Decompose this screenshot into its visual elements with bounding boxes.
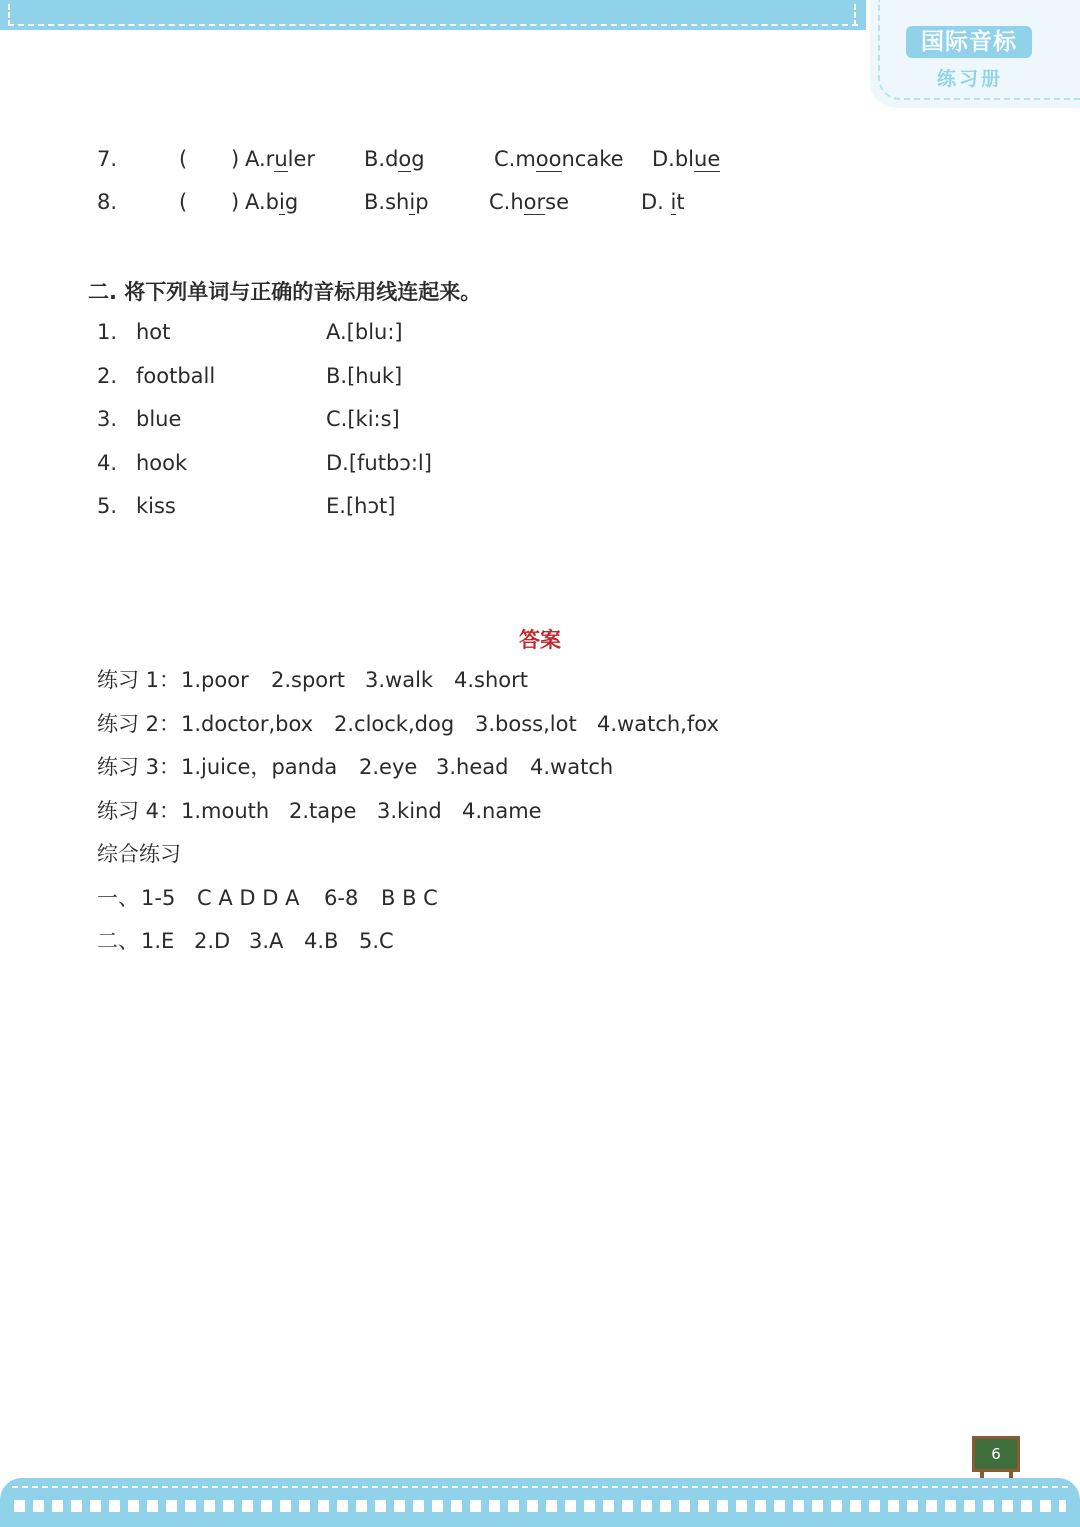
option-suffix: t bbox=[676, 190, 685, 214]
answer-label: 一、 bbox=[97, 886, 139, 910]
logo-title: 国际音标 bbox=[906, 26, 1032, 58]
question-8-option-b bbox=[364, 188, 429, 216]
answer-item: B B C bbox=[381, 886, 438, 910]
top-band bbox=[0, 0, 866, 30]
answer-item: 3.A bbox=[249, 929, 284, 953]
word-number: 4. bbox=[97, 451, 118, 475]
question-7-option-b bbox=[364, 145, 425, 173]
word: football bbox=[136, 364, 216, 388]
answer-item: 1.doctor,box bbox=[181, 712, 314, 736]
option-prefix: A.b bbox=[245, 190, 280, 214]
answer-label: 练习 4： bbox=[97, 799, 181, 823]
question-7-number: 7. bbox=[97, 147, 118, 171]
answer-item: 4.watch bbox=[530, 755, 614, 779]
option-suffix: ncake bbox=[561, 147, 624, 171]
underlined-letters: oo bbox=[535, 147, 562, 171]
question-8-option-a bbox=[245, 188, 298, 216]
answer-line bbox=[97, 753, 614, 781]
question-8-close-paren: ) bbox=[231, 190, 240, 214]
answer-line bbox=[97, 666, 529, 694]
answer-item: 2.eye bbox=[359, 755, 418, 779]
answer-label: 练习 3： bbox=[97, 755, 181, 779]
underlined-letters: ue bbox=[694, 147, 721, 171]
logo-tab bbox=[870, 0, 1080, 108]
question-7-open-paren: ( bbox=[179, 147, 188, 171]
phonetic: A.[blu:] bbox=[326, 320, 403, 344]
option-prefix: C.h bbox=[489, 190, 524, 214]
answer-item: 3.boss,lot bbox=[475, 712, 577, 736]
section-2-title: 二. 将下列单词与正确的音标用线连起来。 bbox=[88, 280, 482, 304]
underlined-letters: i bbox=[409, 190, 416, 214]
option-suffix: se bbox=[545, 190, 570, 214]
top-band-edge-left bbox=[8, 4, 10, 26]
word-number: 3. bbox=[97, 407, 118, 431]
answer-item: 4.short bbox=[454, 668, 529, 692]
underlined-letters: u bbox=[274, 147, 288, 171]
answer-item: C A D D A bbox=[197, 886, 300, 910]
answer-item: 4.B bbox=[304, 929, 339, 953]
underlined-letters: i bbox=[279, 190, 285, 214]
option-suffix: ler bbox=[287, 147, 316, 171]
answer-item: 1.mouth bbox=[181, 799, 270, 823]
word: hook bbox=[136, 451, 188, 475]
answer-item: 2.tape bbox=[289, 799, 357, 823]
answer-label: 二、 bbox=[97, 929, 139, 953]
answer-label: 练习 2： bbox=[97, 712, 181, 736]
answer-item: 4.watch,fox bbox=[597, 712, 719, 736]
word: blue bbox=[136, 407, 182, 431]
bottom-band bbox=[0, 1478, 1080, 1527]
option-suffix: g bbox=[284, 190, 299, 214]
answer-item: 2.clock,dog bbox=[334, 712, 455, 736]
answer-item: 3.head bbox=[436, 755, 509, 779]
phonetic: D.[futbɔ:l] bbox=[326, 451, 432, 475]
top-band-edge-right bbox=[854, 4, 856, 26]
option-prefix: B.sh bbox=[364, 190, 410, 214]
underlined-letters: o bbox=[398, 147, 412, 171]
answer-line bbox=[97, 840, 181, 868]
option-suffix: g bbox=[411, 147, 425, 171]
answer-item: 5.C bbox=[359, 929, 394, 953]
word: kiss bbox=[136, 494, 176, 518]
answer-label: 综合练习 bbox=[97, 842, 181, 866]
word: hot bbox=[136, 320, 171, 344]
question-8-option-d bbox=[641, 188, 685, 216]
answer-item: 3.kind bbox=[377, 799, 442, 823]
option-prefix: B.d bbox=[364, 147, 399, 171]
answer-line bbox=[97, 710, 719, 738]
word-number: 5. bbox=[97, 494, 118, 518]
answer-item: 6-8 bbox=[324, 886, 359, 910]
page-number-board: 6 bbox=[972, 1436, 1020, 1472]
word-number: 1. bbox=[97, 320, 118, 344]
question-8-number: 8. bbox=[97, 190, 118, 214]
answer-line bbox=[97, 884, 438, 912]
question-8-open-paren: ( bbox=[179, 190, 188, 214]
question-7-close-paren: ) bbox=[231, 147, 240, 171]
question-7-option-c bbox=[494, 145, 624, 173]
answer-item: 1-5 bbox=[141, 886, 176, 910]
answer-item: 1.juice，panda bbox=[181, 755, 338, 779]
option-suffix: p bbox=[415, 190, 429, 214]
answer-line bbox=[97, 797, 542, 825]
phonetic: C.[ki:s] bbox=[326, 407, 400, 431]
answer-item: 3.walk bbox=[365, 668, 434, 692]
option-prefix: D.bl bbox=[652, 147, 695, 171]
option-prefix: A.r bbox=[245, 147, 275, 171]
underlined-letters: or bbox=[523, 190, 546, 214]
option-prefix: D. bbox=[641, 190, 671, 214]
question-7-option-a bbox=[245, 145, 315, 173]
phonetic: B.[huk] bbox=[326, 364, 403, 388]
answer-item: 1.E bbox=[141, 929, 175, 953]
answer-item: 2.D bbox=[194, 929, 231, 953]
answer-line bbox=[97, 927, 394, 955]
underlined-letters: i bbox=[670, 190, 677, 214]
answer-item: 1.poor bbox=[181, 668, 249, 692]
question-7-option-d bbox=[652, 145, 720, 173]
question-8-option-c bbox=[489, 188, 569, 216]
answer-label: 练习 1： bbox=[97, 668, 181, 692]
phonetic: E.[hɔt] bbox=[326, 494, 396, 518]
word-number: 2. bbox=[97, 364, 118, 388]
answer-item: 2.sport bbox=[271, 668, 346, 692]
logo-subtitle: 练习册 bbox=[936, 68, 1003, 90]
option-prefix: C.m bbox=[494, 147, 536, 171]
answer-title: 答案 bbox=[519, 628, 561, 652]
answer-item: 4.name bbox=[462, 799, 542, 823]
